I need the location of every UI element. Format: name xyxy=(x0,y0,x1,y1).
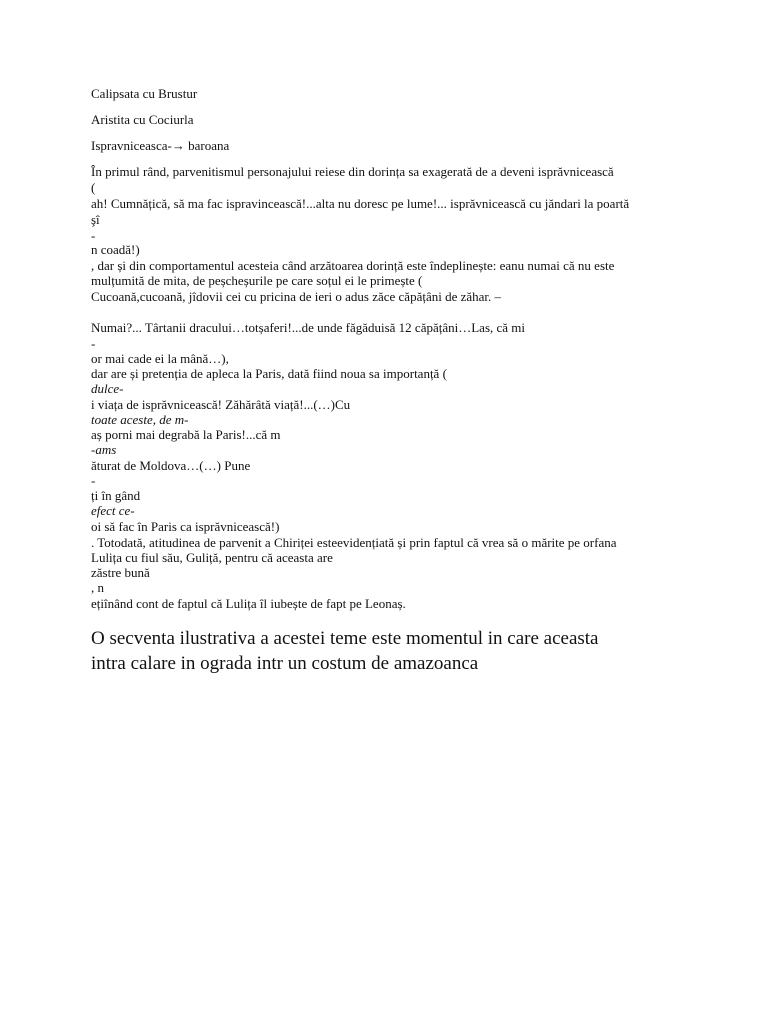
paragraph-line: ți în gând xyxy=(91,488,141,503)
paragraph-line: - xyxy=(91,228,96,243)
closing-line-2: intra calare in ograda intr un costum de amazoanca xyxy=(91,653,479,674)
paragraph-line: ăturat de Moldova…(…) Pune xyxy=(91,458,251,473)
closing-line-1: O secventa ilustrativa a acestei teme este momentul in care aceasta xyxy=(91,628,599,649)
paragraph-line: zăstre bună xyxy=(91,565,150,580)
paragraph-line-italic: efect ce- xyxy=(91,503,135,518)
line-calipsata: Calipsata cu Brustur xyxy=(91,86,198,101)
ispravniceasca-text: Ispravniceasca- xyxy=(91,138,172,153)
line-ispravniceasca xyxy=(91,138,229,154)
paragraph-line: În primul rând, parvenitismul personajului reiese din dorința sa exagerată de a deveni isprăvnicească xyxy=(91,164,614,179)
paragraph-line: Cucoană,cucoană, jîdovii cei cu pricina de ieri o adus zăce căpățâni de zăhar. – xyxy=(91,289,502,304)
paragraph-line: mulțumită de mita, de peșcheșurile pe care soțul ei le primește ( xyxy=(91,273,423,288)
paragraph-line: Lulița cu fiul său, Guliță, pentru că aceasta are xyxy=(91,550,333,565)
paragraph-line: , n xyxy=(91,580,104,595)
paragraph-line: ( xyxy=(91,180,96,195)
paragraph-line: Numai?... Târtanii dracului…totșaferi!...de unde făgăduisă 12 căpățâni…Las, că mi xyxy=(91,320,526,335)
paragraph-line-italic: dulce- xyxy=(91,381,124,396)
paragraph-line: oi să fac în Paris ca isprăvnicească!) xyxy=(91,519,280,534)
paragraph-line: , dar și din comportamentul acesteia când arzătoarea dorință este îndeplinește: eanu numai că nu este xyxy=(91,258,615,273)
paragraph-line: i viața de isprăvnicească! Zăhărâtă viață!...(…)Cu xyxy=(91,397,351,412)
paragraph-line: ețiînând cont de faptul că Lulița îl iubește de fapt pe Leonaș. xyxy=(91,596,406,611)
line-aristita: Aristita cu Cociurla xyxy=(91,112,194,127)
paragraph-line: n coadă!) xyxy=(91,242,140,257)
paragraph-line: - xyxy=(91,473,96,488)
arrow-icon: → xyxy=(171,138,185,153)
paragraph-line: . Totodată, atitudinea de parvenit a Chiriței esteevidențiată și prin faptul că vrea să o mărite pe orfana xyxy=(91,535,617,550)
paragraph-line-italic: -ams xyxy=(91,442,117,457)
paragraph-line-italic: toate aceste, de m- xyxy=(91,412,189,427)
paragraph-line: dar are și pretenția de apleca la Paris, dată fiind noua sa importanță ( xyxy=(91,366,447,381)
paragraph-line: - xyxy=(91,336,96,351)
paragraph-line: aș porni mai degrabă la Paris!...că m xyxy=(91,427,281,442)
paragraph-line: şî xyxy=(91,212,100,227)
paragraph-line: ah! Cumnățică, să ma fac ispravincească!...alta nu doresc pe lume!... isprăvnicească cu jăndari la poartă xyxy=(91,196,630,211)
paragraph-line: or mai cade ei la mână…), xyxy=(91,351,229,366)
baroana-text: baroana xyxy=(184,138,230,153)
